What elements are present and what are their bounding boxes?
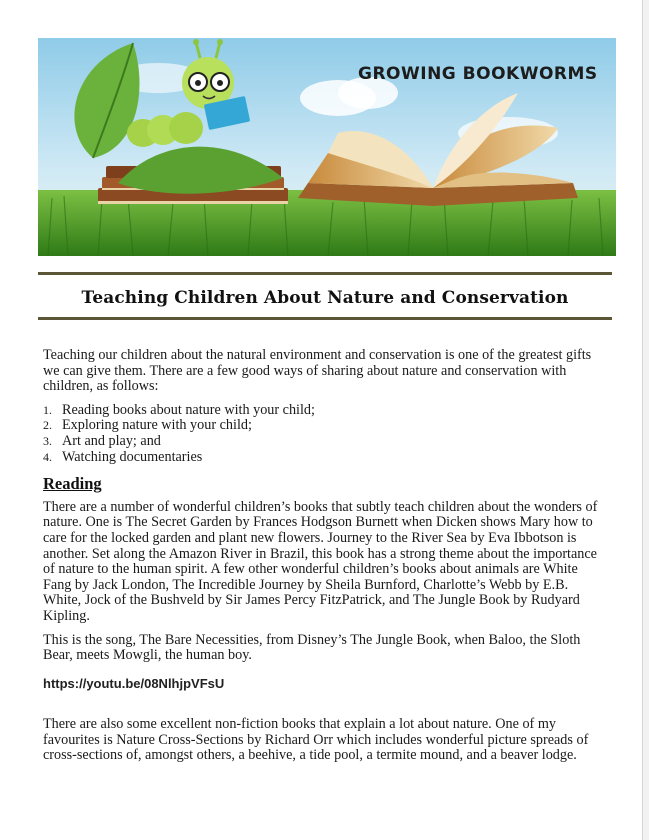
reading-paragraph-1: There are a number of wonderful children’s books that subtly teach children about the wonders of nature. One is The Secret Garden by Frances Hodgson Burnett when Dicken shows Mary how to care for the locked garden and plant new flowers. Journey to the River Sea by Eva Ibbotson is another. Set along the Amazon River in Brazil, this book has a strong theme about the importance of nature to the human spirit. A few other wonderful children’s books about animals are White Fang by Jack London, The Incredible Journey by Sheila Burnford, Charlotte’s Webb by E.B. White, Jock of the Bushveld by Sir James Percy FitzPatrick, and The Jungle Book by Rudyard Kipling. xyxy=(43,498,598,624)
brand-logo: GROWING BOOKWORMS xyxy=(358,64,598,84)
page-edge xyxy=(642,0,643,840)
article-body xyxy=(43,348,609,772)
list-item: 2. Exploring nature with your child; xyxy=(43,417,252,434)
title-block xyxy=(38,272,612,320)
title-rule-bottom xyxy=(38,317,612,320)
ways-list xyxy=(43,403,609,465)
list-item: 3. Art and play; and xyxy=(43,432,161,449)
intro-paragraph: Teaching our children about the natural environment and conservation is one of the greatest gifts we can give them. There are a few good ways of sharing about nature and conservation with children, as follows: xyxy=(43,347,592,395)
list-item: 4. Watching documentaries xyxy=(43,448,203,465)
header-banner xyxy=(38,38,616,256)
reading-paragraph-3: There are also some excellent non-fiction books that explain a lot about nature. One of my favourites is Nature Cross-Sections by Richard Orr which includes wonderful picture spreads of cross-sections of, amongst others, a beehive, a tide pool, a termite mound, and a beaver lodge. xyxy=(43,716,589,764)
reading-paragraph-2: This is the song, The Bare Necessities, from Disney’s The Jungle Book, when Baloo, the Sloth Bear, meets Mowgli, the human boy. xyxy=(43,631,581,664)
list-item: 1. Reading books about nature with your child; xyxy=(43,401,315,418)
page-title: Teaching Children About Nature and Conservation xyxy=(81,288,569,308)
youtube-link[interactable]: https://youtu.be/08NlhjpVFsU xyxy=(43,675,225,691)
title-rule-top xyxy=(38,272,612,275)
page-shadow xyxy=(643,0,649,840)
reading-heading: Reading xyxy=(43,474,102,494)
